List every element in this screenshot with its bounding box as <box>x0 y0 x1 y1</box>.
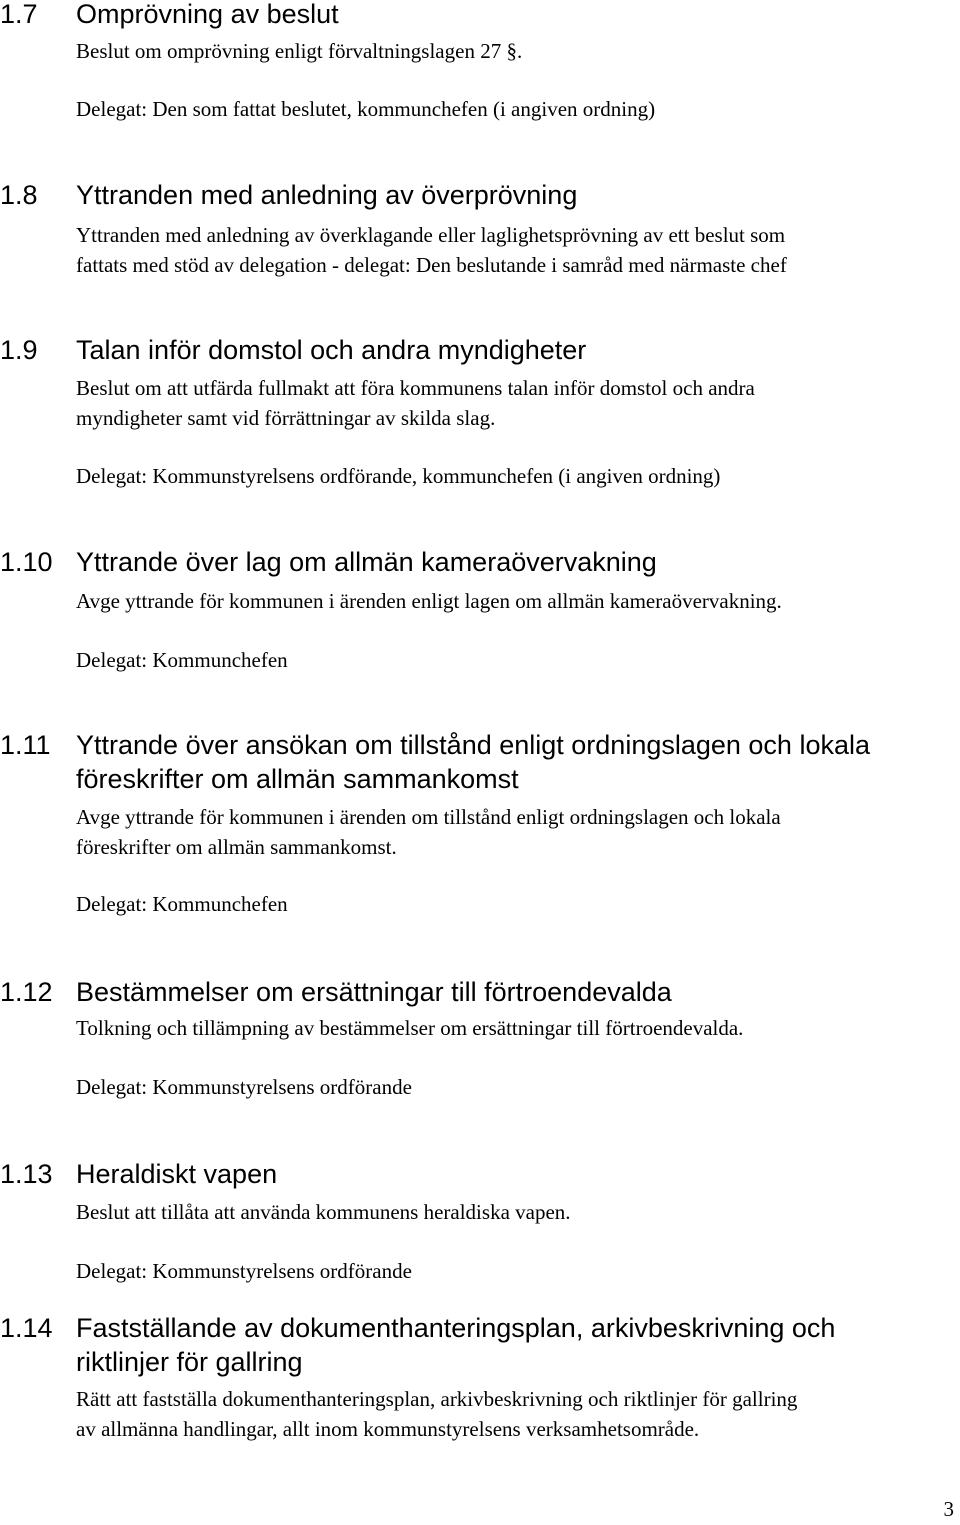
section-delegate: Delegat: Kommunstyrelsens ordförande <box>76 1259 412 1283</box>
section-title: Fastställande av dokumenthanteringsplan, arkivbeskrivning och riktlinjer för gallring <box>76 1313 836 1377</box>
section-number: 1.7 <box>0 0 38 29</box>
section-number: 1.10 <box>0 547 53 577</box>
section-delegate: Delegat: Den som fattat beslutet, kommunchefen (i angiven ordning) <box>76 97 656 121</box>
section-text: Rätt att fastställa dokumenthanteringsplan, arkivbeskrivning och riktlinjer för gallring av allmänna handlingar, allt inom kommunstyrelsens verksamhetsområde. <box>76 1387 798 1441</box>
section-title: Bestämmelser om ersättningar till förtroendevalda <box>76 977 672 1007</box>
section-text: Beslut att tillåta att använda kommunens heraldiska vapen. <box>76 1200 571 1224</box>
section-text: Yttranden med anledning av överklagande eller laglighetsprövning av ett beslut som fattats med stöd av delegation - delegat: Den beslutande i samråd med närmaste chef <box>76 223 787 277</box>
section-delegate: Delegat: Kommunstyrelsens ordförande <box>76 1075 412 1099</box>
section-text: Avge yttrande för kommunen i ärenden om tillstånd enligt ordningslagen och lokala föreskrifter om allmän sammankomst. <box>76 805 781 859</box>
section-delegate: Delegat: Kommunstyrelsens ordförande, kommunchefen (i angiven ordning) <box>76 464 721 488</box>
section-text: Tolkning och tillämpning av bestämmelser om ersättningar till förtroendevalda. <box>76 1016 744 1040</box>
section-number: 1.9 <box>0 335 38 365</box>
section-text: Avge yttrande för kommunen i ärenden enligt lagen om allmän kameraövervakning. <box>76 589 782 613</box>
page-number: 3 <box>943 1497 954 1521</box>
section-delegate: Delegat: Kommunchefen <box>76 892 288 916</box>
section-title: Talan inför domstol och andra myndigheter <box>76 335 587 365</box>
section-number: 1.14 <box>0 1313 53 1343</box>
section-number: 1.12 <box>0 977 53 1007</box>
section-number: 1.8 <box>0 180 38 210</box>
section-title: Yttrande över ansökan om tillstånd enligt ordningslagen och lokala föreskrifter om allmän sammankomst <box>76 730 870 794</box>
section-title: Omprövning av beslut <box>76 0 339 29</box>
section-delegate: Delegat: Kommunchefen <box>76 648 288 672</box>
section-title: Heraldiskt vapen <box>76 1159 278 1189</box>
section-text: Beslut om omprövning enligt förvaltningslagen 27 §. <box>76 39 523 63</box>
section-title: Yttranden med anledning av överprövning <box>76 180 578 210</box>
section-text: Beslut om att utfärda fullmakt att föra kommunens talan inför domstol och andra myndigheter samt vid förrättningar av skilda slag. <box>76 376 755 430</box>
section-number: 1.13 <box>0 1159 53 1189</box>
section-number: 1.11 <box>0 730 51 760</box>
section-title: Yttrande över lag om allmän kameraövervakning <box>76 547 657 577</box>
